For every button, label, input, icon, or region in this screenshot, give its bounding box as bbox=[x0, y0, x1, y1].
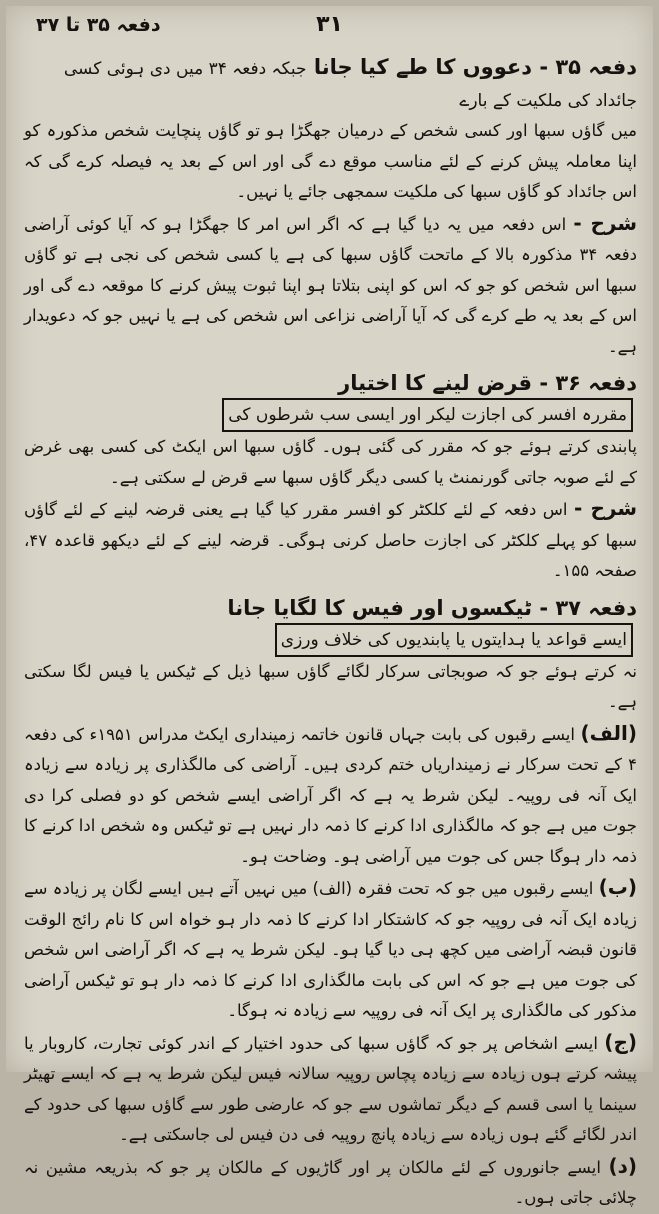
clause-dal bbox=[24, 1151, 637, 1214]
section-title-continuation: جبکہ دفعہ ۳۴ میں دی ہوئی کسی جائداد کی ملکیت کے بارے bbox=[63, 59, 637, 111]
clause-text: ایسے رقبوں کی بابت جہاں قانون خاتمہ زمینداری ایکٹ مدراس ۱۹۵۱ء کی دفعہ ۴ کے تحت سرکار نے زمینداریاں ختم کردی ہیں۔ آراضی کی مالگذاری پر زیادہ سے زیادہ ایک آنہ فی روپیہ۔ لیکن شرط یہ ہے کہ اگر آراضی ایسے شخص کو دو فصلی کرا دی جوت میں ہے جو کہ مالگذاری ادا کرنے کا ذمہ دار نہیں ہے تو ٹیکس وہ شخص ادا کرنے کا ذمہ دار ہوگا جس کی جوت میں آراضی ہو۔ وضاحت ہو۔ bbox=[24, 724, 637, 866]
clause-label: (ج) bbox=[604, 1029, 637, 1054]
sharh-text: اس دفعہ میں یہ دیا گیا ہے کہ اگر اس امر کا جھگڑا ہو کہ آیا کوئی آراضی دفعہ ۳۴ مذکورہ بالا کے ماتحت گاؤں سبھا کی ہے یا کسی شخص کی نجی ہے تو گاؤں سبھا اس شخص کو جو کہ اس کو اپنی بتلاتا ہو اپنا ثبوت پیش کرنے کا موقعہ دے گی اور اس کے بعد یہ طے کرے گی کہ آیا آراضی نزاعی اس شخص کی ہے یا نہیں جو کہ دعویدار ہے۔ bbox=[24, 214, 637, 356]
page-body bbox=[24, 52, 638, 1207]
section-37 bbox=[24, 593, 637, 1214]
section-heading bbox=[24, 368, 637, 432]
section-title: دفعہ ۳۵ - دعووں کا طے کیا جانا bbox=[313, 55, 637, 79]
running-head: دفعہ ۳۵ تا ۳۷ bbox=[36, 14, 161, 36]
section-title: دفعہ ۳۶ - قرض لینے کا اختیار bbox=[338, 371, 637, 395]
section-body: نہ کرتے ہوئے جو کہ صوبجاتی سرکار لگائے گاؤں سبھا ذیل کے ٹیکس یا فیس لگا سکتی ہے۔ bbox=[24, 661, 637, 711]
clause-alif bbox=[24, 718, 637, 873]
sharh-label: شرح - bbox=[573, 210, 637, 235]
section-36 bbox=[24, 368, 637, 587]
clause-text: ایسے رقبوں میں جو کہ تحت فقرہ (الف) میں نہیں آتے ہیں ایسے لگان پر زیادہ سے زیادہ ایک آنہ فی روپیہ جو کہ کاشتکار ادا کرنے کا ذمہ دار ہو خواہ اس کا نام رائج الوقت قانون قبضہ آراضی میں کچھ ہی دیا گیا ہو۔ لیکن شرط یہ ہے کہ اگر آراضی اس شخص کی جوت میں ہے جو کہ اس کی بابت مالگذاری ادا کرنے کا ذمہ دار ہو تو ٹیکس آراضی مذکور کی مالگذاری پر ایک آنہ فی روپیہ سے زیادہ نہ ہوگا۔ bbox=[24, 879, 637, 1020]
section-caption: مقررہ افسر کی اجازت لیکر اور ایسی سب شرطوں کی bbox=[222, 398, 633, 432]
page-header bbox=[26, 12, 633, 46]
clause-label: (ب) bbox=[598, 875, 638, 899]
clause-label: (د) bbox=[608, 1153, 637, 1178]
clause-text: ایسے جانوروں کے لئے مالکان پر اور گاڑیوں کے مالکان پر جو کہ بذریعہ مشین نہ چلائی جاتی ہوں۔ bbox=[24, 1157, 637, 1207]
section-title: دفعہ ۳۷ - ٹیکسوں اور فیس کا لگایا جانا bbox=[227, 595, 637, 620]
section-35 bbox=[24, 52, 637, 362]
clause-label: (الف) bbox=[580, 720, 637, 745]
sharh-paragraph bbox=[24, 493, 637, 587]
section-caption: ایسے قواعد یا ہدایتوں یا پابندیوں کی خلاف ورزی bbox=[275, 623, 633, 657]
sharh-text: اس دفعہ کے لئے کلکٹر کو افسر مقرر کیا گیا ہے یعنی قرضہ لینے کے لئے گاؤں سبھا کو پہلے کلکٹر کی اجازت حاصل کرنی ہوگی۔ قرضہ لینے کے لئے دیکھو قاعدہ ۴۷، صفحہ ۱۵۵۔ bbox=[24, 500, 637, 580]
sharh-paragraph bbox=[24, 208, 637, 363]
sharh-label: شرح - bbox=[573, 496, 637, 520]
section-body: میں گاؤں سبھا اور کسی شخص کے درمیان جھگڑا ہو تو گاؤں پنچایت شخص مذکورہ کو اپنا معاملہ پیش کرنے کے لئے مناسب موقع دے گی اور اس کے بعد یہ فیصلہ کرے گی کہ اس جائداد کو گاؤں سبھا کی ملکیت سمجھی جائے یا نہیں۔ bbox=[24, 121, 637, 201]
clause-jim bbox=[24, 1027, 637, 1151]
clause-be bbox=[24, 872, 637, 1027]
section-heading bbox=[24, 52, 637, 116]
section-body: پابندی کرتے ہوئے جو کہ مقرر کی گئی ہوں۔ گاؤں سبھا اس ایکٹ کی کسی بھی غرض کے لئے صوبہ جاتی گورنمنٹ یا کسی دیگر گاؤں سبھا سے قرض لے سکتی ہے۔ bbox=[24, 437, 637, 487]
clause-text: ایسے اشخاص پر جو کہ گاؤں سبھا کی حدود اختیار کے اندر کوئی تجارت، کاروبار یا پیشہ کرتے ہوں زیادہ سے زیادہ پچاس روپیہ سالانہ فیس لیکن شرط یہ ہے کہ ایسے تھیٹر سینما یا اسی قسم کے دیگر تماشوں سے جو کہ عارضی طور سے گاؤں سبھا کی حدود کے اندر لگائے گئے ہوں زیادہ سے زیادہ پانچ روپیہ فی دن فیس لی جاسکتی ہے۔ bbox=[24, 1033, 637, 1144]
document-page bbox=[6, 6, 653, 1207]
section-heading bbox=[24, 593, 637, 657]
page-number: ۳۱ bbox=[316, 12, 343, 37]
